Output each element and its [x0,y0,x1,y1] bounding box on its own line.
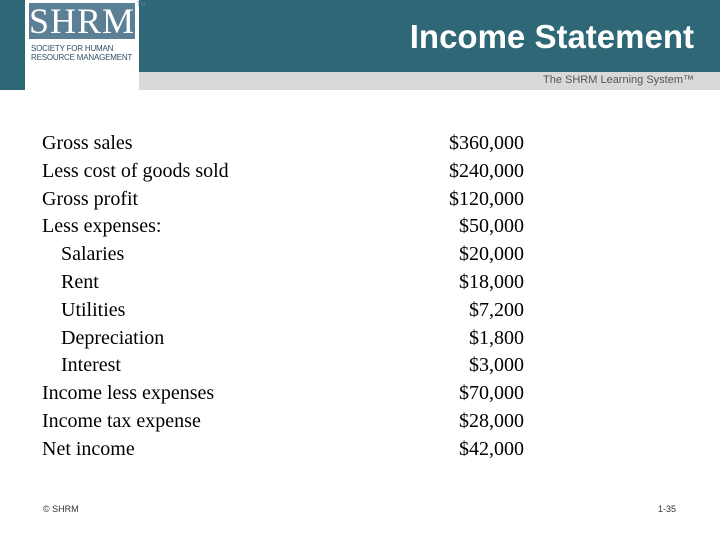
statement-row [42,436,542,464]
row-value: $240,000 [449,159,524,182]
row-label: Gross profit [42,187,139,210]
statement-row [42,130,542,158]
row-label: Net income [42,437,135,460]
slide-number: 1-35 [657,504,676,514]
statement-row [42,269,542,297]
row-value: $3,000 [469,354,524,377]
income-statement-table [42,130,542,464]
row-label: Rent [61,270,99,293]
logo-subtitle-line-1: SOCIETY FOR HUMAN [31,44,114,53]
logo-subtitle-line-2: RESOURCE MANAGEMENT [31,53,133,62]
statement-row [42,325,542,353]
logo-subtitle [31,44,139,62]
header-left-strip [0,72,25,90]
logo-letters: SHRM [29,1,136,41]
row-value: $1,800 [469,326,524,349]
copyright: © SHRM [43,504,79,514]
row-label: Income less expenses [42,382,215,405]
tagline: The SHRM Learning System™ [543,74,694,86]
row-value: $50,000 [459,215,524,238]
page-title: Income Statement [409,18,694,55]
row-value: $20,000 [459,243,524,266]
row-label: Income tax expense [42,409,201,432]
row-value: $42,000 [459,437,524,460]
row-value: $360,000 [449,132,524,154]
row-value: $7,200 [469,298,524,321]
row-value: $18,000 [459,270,524,293]
statement-row [42,158,542,186]
row-label: Interest [61,354,121,377]
statement-row [42,241,542,269]
logo-bottom-strip [25,72,139,90]
logo-trademark: TM [137,2,146,8]
statement-row [42,408,542,436]
row-label: Depreciation [61,326,165,349]
row-label: Less cost of goods sold [42,159,229,182]
statement-row [42,380,542,408]
row-label: Gross sales [42,132,133,154]
statement-row [42,297,542,325]
statement-row [42,213,542,241]
statement-row [42,352,542,380]
row-label: Salaries [61,243,125,266]
shrm-logo [25,0,146,72]
row-value: $70,000 [459,382,524,405]
row-label: Utilities [61,298,126,321]
statement-row [42,186,542,214]
row-label: Less expenses: [42,215,162,238]
row-value: $120,000 [449,187,524,210]
row-value: $28,000 [459,409,524,432]
